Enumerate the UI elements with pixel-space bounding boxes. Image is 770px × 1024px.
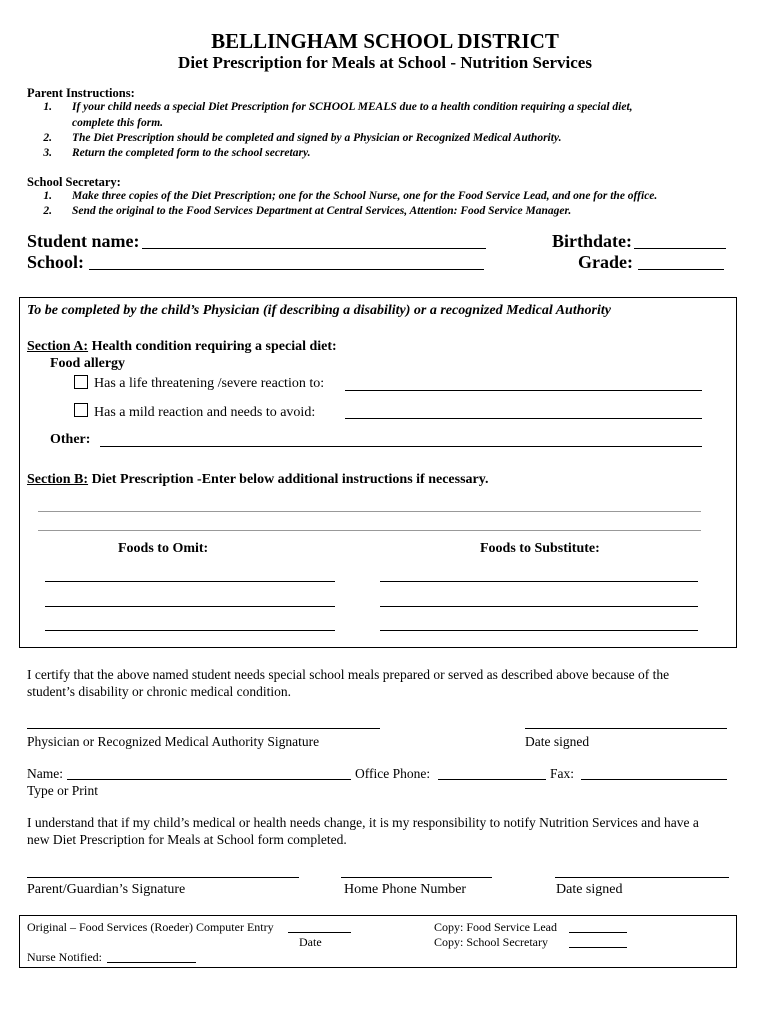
guardian-signature-field[interactable] (27, 877, 299, 878)
substitute-line-2[interactable] (380, 606, 698, 607)
understand-text: I understand that if my child’s medical or health needs change, it is my responsibility to notify Nutrition Services and have a (27, 815, 699, 830)
section-b-heading (27, 472, 488, 488)
name-field[interactable] (67, 779, 351, 780)
mild-reaction-checkbox[interactable] (74, 403, 88, 417)
secretary-item-1-text: Make three copies of the Diet Prescription; one for the School Nurse, one for the Food Service Lead, and one for the office. (72, 190, 658, 202)
physician-intro: To be completed by the child’s Physician (if describing a disability) or a recognized Medical Authority (27, 303, 611, 318)
guardian-date-label: Date signed (556, 882, 623, 897)
copy-food-service-lead-field[interactable] (569, 932, 627, 933)
guardian-signature-label: Parent/Guardian’s Signature (27, 882, 186, 897)
parent-item-3-text: Return the completed form to the school secretary. (72, 147, 311, 159)
secretary-heading: School Secretary: (27, 175, 121, 189)
parent-instructions-heading: Parent Instructions: (27, 86, 135, 100)
food-allergy-label: Food allergy (50, 356, 126, 371)
district-title: BELLINGHAM SCHOOL DISTRICT (211, 29, 559, 53)
instructions-line-1[interactable] (38, 511, 701, 512)
type-or-print-label: Type or Print (27, 783, 99, 798)
foods-substitute-label: Foods to Substitute: (480, 541, 600, 556)
parent-item-1-text-cont: complete this form. (72, 117, 164, 129)
office-phone-field[interactable] (438, 779, 546, 780)
other-field[interactable] (100, 446, 702, 447)
copy-school-secretary-label: Copy: School Secretary (434, 935, 548, 949)
certify-text: I certify that the above named student needs special school meals prepared or served as described above because of the (27, 667, 670, 682)
original-entry-date-field[interactable] (288, 932, 351, 933)
secretary-item-2-text: Send the original to the Food Services Department at Central Services, Attention: Food Service Manager. (72, 205, 572, 217)
school-label: School: (27, 252, 85, 272)
understand-text-cont: new Diet Prescription for Meals at School form completed. (27, 832, 347, 847)
form-subtitle: Diet Prescription for Meals at School - Nutrition Services (178, 53, 592, 72)
omit-line-2[interactable] (45, 606, 335, 607)
physician-signature-label: Physician or Recognized Medical Authority Signature (27, 734, 320, 749)
school-field[interactable] (89, 269, 484, 270)
copy-school-secretary-field[interactable] (569, 947, 627, 948)
office-phone-label: Office Phone: (355, 766, 431, 781)
secretary-item-2-number: 2. (43, 205, 52, 217)
fax-field[interactable] (581, 779, 727, 780)
secretary-item-1-number: 1. (43, 190, 52, 202)
fax-label: Fax: (550, 766, 575, 781)
name-label: Name: (27, 766, 63, 781)
original-entry-label: Original – Food Services (Roeder) Computer Entry (27, 920, 274, 934)
section-a-label: Section A: (27, 339, 89, 354)
birthdate-label: Birthdate: (552, 231, 632, 251)
substitute-line-1[interactable] (380, 581, 698, 582)
other-label: Other: (50, 432, 91, 447)
physician-date-field[interactable] (525, 728, 727, 729)
student-name-field[interactable] (142, 248, 486, 249)
parent-item-2-text: The Diet Prescription should be completed and signed by a Physician or Recognized Medical Authority. (72, 132, 562, 144)
parent-item-2-number: 2. (43, 132, 52, 144)
instructions-line-2[interactable] (38, 530, 701, 531)
grade-label: Grade: (578, 252, 633, 272)
omit-line-3[interactable] (45, 630, 335, 631)
section-a-heading (27, 339, 337, 355)
parent-item-1-number: 1. (43, 101, 52, 113)
substitute-line-3[interactable] (380, 630, 698, 631)
section-b-label: Section B: (27, 472, 89, 487)
section-a-title: Health condition requiring a special diet: (88, 339, 337, 354)
student-name-label: Student name: (27, 231, 140, 251)
severe-reaction-checkbox[interactable] (74, 375, 88, 389)
parent-item-3-number: 3. (43, 147, 52, 159)
omit-line-1[interactable] (45, 581, 335, 582)
home-phone-label: Home Phone Number (344, 882, 467, 897)
nurse-notified-label: Nurse Notified: (27, 950, 102, 964)
mild-reaction-label: Has a mild reaction and needs to avoid: (94, 405, 316, 420)
section-b-title: Diet Prescription -Enter below additional instructions if necessary. (88, 472, 489, 487)
home-phone-field[interactable] (341, 877, 492, 878)
grade-field[interactable] (638, 269, 724, 270)
severe-reaction-field[interactable] (345, 390, 702, 391)
physician-date-label: Date signed (525, 734, 590, 749)
guardian-date-field[interactable] (555, 877, 729, 878)
original-entry-date-label: Date (299, 935, 322, 949)
copy-food-service-lead-label: Copy: Food Service Lead (434, 920, 557, 934)
birthdate-field[interactable] (634, 248, 726, 249)
foods-omit-label: Foods to Omit: (118, 541, 209, 556)
parent-item-1-text: If your child needs a special Diet Prescription for SCHOOL MEALS due to a health condition requiring a special diet, (72, 101, 633, 113)
certify-text-cont: student’s disability or chronic medical condition. (27, 684, 291, 699)
nurse-notified-field[interactable] (107, 962, 196, 963)
severe-reaction-label: Has a life threatening /severe reaction to: (94, 376, 325, 391)
physician-signature-field[interactable] (27, 728, 380, 729)
mild-reaction-field[interactable] (345, 418, 702, 419)
